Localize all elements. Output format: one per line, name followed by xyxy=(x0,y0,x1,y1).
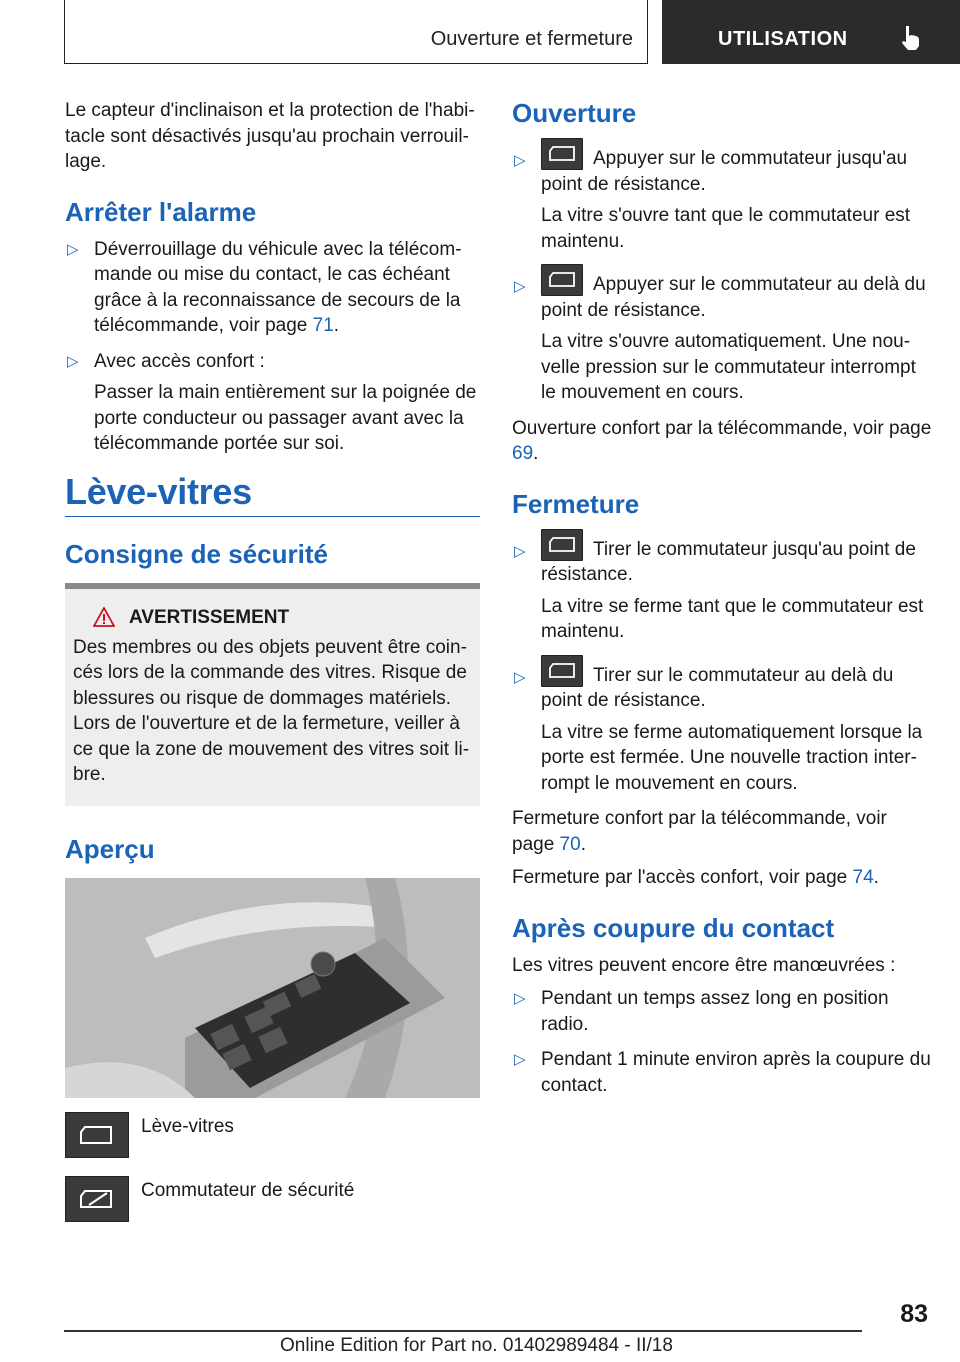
closing-heading: Fermeture xyxy=(512,488,640,519)
footer-edition: Online Edition for Part no. 01402989484 - II/18 xyxy=(280,1335,673,1356)
closing-comfort-text: Fermeture confort par la télécommande, voir page 70. xyxy=(512,808,887,855)
bullet-triangle-icon: ▷ xyxy=(514,990,526,1007)
window-switch-icon xyxy=(541,655,583,687)
bullet-triangle-icon: ▷ xyxy=(514,542,526,560)
bullet-subtext: La vitre s'ouvre tant que le commutateur est maintenu. xyxy=(541,205,911,252)
header-section-box xyxy=(64,0,648,64)
header-chapter-title: UTILISATION xyxy=(718,28,848,50)
list-item xyxy=(512,138,932,254)
bullet-triangle-icon: ▷ xyxy=(514,1051,526,1068)
opening-heading: Ouverture xyxy=(512,98,637,128)
list-item xyxy=(512,529,932,645)
footer-divider xyxy=(64,1330,862,1332)
bullet-triangle-icon: ▷ xyxy=(514,278,526,295)
bullet-subtext: La vitre se ferme automatiquement lorsque la porte est fermée. Une nouvelle traction inter-rompt le mouvement en cours. xyxy=(541,721,923,794)
legend-row-safety-switch xyxy=(65,1176,480,1226)
list-item xyxy=(512,1047,932,1098)
bullet-text: Appuyer sur le commutateur jusqu'au point de résistance. xyxy=(541,138,932,197)
safety-switch-icon xyxy=(65,1176,129,1222)
warning-box xyxy=(65,583,480,806)
legend-label: Commutateur de sécurité xyxy=(141,1179,355,1201)
bullet-text: Pendant un temps assez long en position radio. xyxy=(541,988,889,1035)
bullet-text: Appuyer sur le commutateur au delà du point de résistance. xyxy=(541,264,932,323)
bullet-text: Déverrouillage du véhicule avec la télécom-mande ou mise du contact, le cas échéant grâce à la reconnaissance de secours de la télécommande, voir page 71. xyxy=(94,238,462,336)
list-item xyxy=(65,237,480,339)
door-switch-panel-photo xyxy=(65,878,480,1098)
list-item xyxy=(512,264,932,406)
bullet-triangle-icon: ▷ xyxy=(67,240,79,258)
overview-heading: Aperçu xyxy=(65,833,155,864)
bullet-text: Tirer sur le commutateur au delà du point de résistance. xyxy=(541,655,932,714)
bullet-text: Avec accès confort : xyxy=(94,350,265,372)
page-link-71[interactable]: 71 xyxy=(312,315,334,336)
hand-pointer-icon xyxy=(898,24,924,52)
bullet-subtext: Passer la main entièrement sur la poignée de porte conducteur ou passager avant avec la télécommande portée sur soi. xyxy=(94,382,477,454)
window-switch-icon xyxy=(541,264,583,296)
page-number: 83 xyxy=(900,1300,928,1328)
page-link-74[interactable]: 74 xyxy=(852,867,874,888)
bullet-subtext: La vitre se ferme tant que le commutateur est maintenu. xyxy=(541,595,924,642)
list-item xyxy=(65,349,480,457)
legend-label: Lève-vitres xyxy=(141,1115,234,1137)
opening-comfort-text: Ouverture confort par la télécommande, voir page 69. xyxy=(512,417,932,464)
header-chapter-tab xyxy=(662,0,960,64)
bullet-subtext: La vitre s'ouvre automatiquement. Une nou-velle pression sur le commutateur interrompt le mouvement en cours. xyxy=(541,331,916,403)
bullet-triangle-icon: ▷ xyxy=(514,152,526,169)
after-ignition-intro: Les vitres peuvent encore être manœuvrées : xyxy=(512,954,896,976)
page-link-69[interactable]: 69 xyxy=(512,443,534,464)
list-item xyxy=(512,655,932,797)
list-item xyxy=(512,986,932,1037)
bullet-text: Tirer le commutateur jusqu'au point de résistance. xyxy=(541,529,932,588)
bullet-triangle-icon: ▷ xyxy=(514,668,526,686)
alarm-heading: Arrêter l'alarme xyxy=(65,196,257,227)
closing-access-text: Fermeture par l'accès confort, voir page 74. xyxy=(512,867,879,888)
bullet-triangle-icon: ▷ xyxy=(67,352,79,370)
window-switch-icon xyxy=(65,1112,129,1158)
legend-row-window-lift xyxy=(65,1112,480,1162)
safety-heading: Consigne de sécurité xyxy=(65,539,328,569)
window-switch-icon xyxy=(541,138,583,170)
bullet-text: Pendant 1 minute environ après la coupure du contact. xyxy=(541,1049,931,1096)
page-link-70[interactable]: 70 xyxy=(559,833,581,855)
header-section-title: Ouverture et fermeture xyxy=(430,28,633,50)
warning-text: Des membres ou des objets peuvent être coin-cés lors de la commande des vitres. Risque de blessures ou risque de dommages matériels. Lors de l'ouverture et de la fermeture, veiller à ce que la zone de mouvement des vitres soit li-bre. xyxy=(73,636,470,785)
warning-header: AVERTISSEMENT xyxy=(73,605,472,631)
left-column xyxy=(65,98,480,1226)
intro-paragraph: Le capteur d'inclinaison et la protection de l'habi-tacle sont désactivés jusqu'au prochain verrouil-lage. xyxy=(65,100,475,172)
warning-triangle-icon xyxy=(93,607,115,627)
window-switch-icon xyxy=(541,529,583,561)
window-lifts-heading: Lève-vitres xyxy=(65,479,480,518)
after-ignition-heading: Après coupure du contact xyxy=(512,912,835,943)
right-column xyxy=(512,98,932,1108)
